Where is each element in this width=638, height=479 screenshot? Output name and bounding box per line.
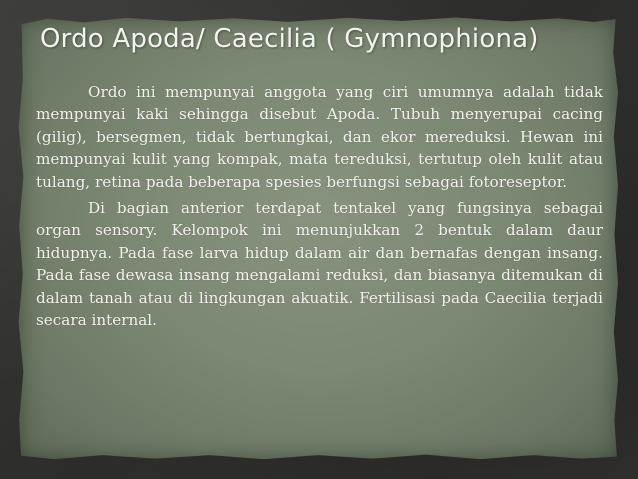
paragraph-1: Ordo ini mempunyai anggota yang ciri umumnya adalah tidak mempunyai kaki sehingga disebut Apoda. Tubuh menyerupai cacing (gilig), bersegmen, tidak bertungkai, dan ekor mereduksi. Hewan ini mempunyai kulit yang kompak, mata tereduksi, tertutup oleh kulit atau tulang, retina pada beberapa spesies berfungsi sebagai fotoreseptor. bbox=[36, 83, 603, 191]
paragraph-2: Di bagian anterior terdapat tentakel yang fungsinya sebagai organ sensory. Kelompok ini menunjukkan 2 bentuk dalam daur hidupnya. Pada fase larva hidup dalam air dan bernafas dengan insang. Pada fase dewasa insang mengalami reduksi, dan biasanya ditemukan di dalam tanah atau di lingkungan akuatik. Fertilisasi pada Caecilia terjadi secara internal. bbox=[36, 199, 603, 330]
slide-body bbox=[36, 81, 603, 335]
slide-title: Ordo Apoda/ Caecilia ( Gymnophiona) bbox=[40, 24, 539, 54]
